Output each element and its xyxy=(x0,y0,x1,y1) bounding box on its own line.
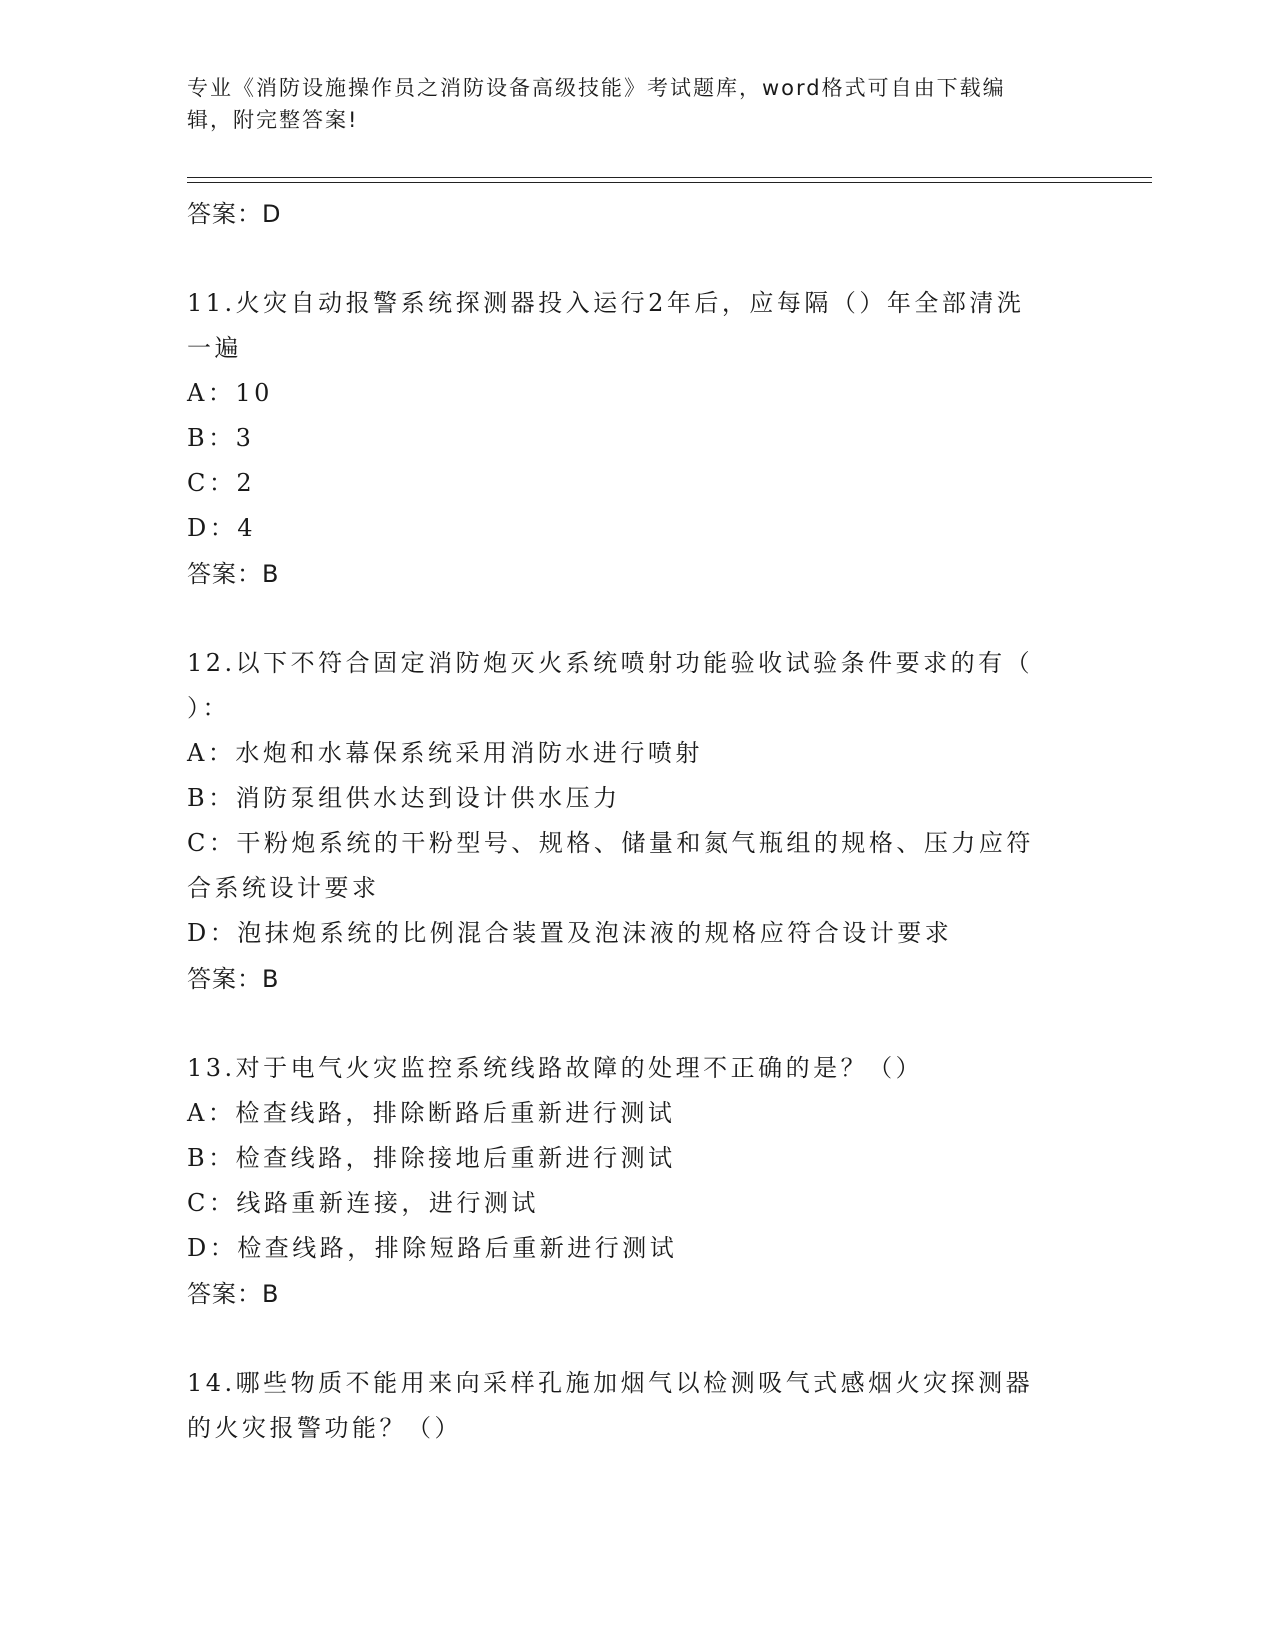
option-b: B：消防泵组供水达到设计供水压力 xyxy=(187,784,621,812)
question-stem xyxy=(187,1046,1067,1091)
question-stem-line: 12.以下不符合固定消防炮灭火系统喷射功能验收试验条件要求的有（ xyxy=(187,649,1034,677)
option-d: D：检查线路，排除短路后重新进行测试 xyxy=(187,1234,678,1262)
question-list xyxy=(187,191,1067,1451)
question-stem-line: 一遍 xyxy=(187,334,242,362)
question-14 xyxy=(187,1361,1067,1451)
option-b: B：3 xyxy=(187,424,255,452)
option-c: C：2 xyxy=(187,469,256,497)
question-stem-line: 11.火灾自动报警系统探测器投入运行2年后，应每隔（）年全部清洗 xyxy=(187,289,1025,317)
question-11 xyxy=(187,281,1067,597)
answer-line: 答案：B xyxy=(187,560,280,588)
question-stem-line: 14.哪些物质不能用来向采样孔施加烟气以检测吸气式感烟火灾探测器 xyxy=(187,1369,1034,1397)
header-divider-thin xyxy=(187,182,1152,183)
previous-answer: 答案：D xyxy=(187,200,282,228)
option-d: D：泡抹炮系统的比例混合装置及泡沫液的规格应符合设计要求 xyxy=(187,919,953,947)
question-12 xyxy=(187,641,1067,1002)
answer-line: 答案：B xyxy=(187,965,280,993)
question-stem-line: 的火灾报警功能？（） xyxy=(187,1414,462,1442)
option-b: B：检查线路，排除接地后重新进行测试 xyxy=(187,1144,676,1172)
question-13 xyxy=(187,1046,1067,1317)
header-line-2: 辑，附完整答案! xyxy=(187,108,359,132)
question-stem xyxy=(187,281,1067,371)
option-c-continued: 合系统设计要求 xyxy=(187,874,380,902)
document-header xyxy=(187,72,1067,136)
option-d: D：4 xyxy=(187,514,257,542)
header-divider-thick xyxy=(187,177,1152,178)
question-stem-line: ）： xyxy=(187,694,230,722)
question-stem-line: 13.对于电气火灾监控系统线路故障的处理不正确的是？（） xyxy=(187,1054,924,1082)
option-a: A：检查线路，排除断路后重新进行测试 xyxy=(187,1099,676,1127)
option-a: A：水炮和水幕保系统采用消防水进行喷射 xyxy=(187,739,703,767)
option-c: C：线路重新连接，进行测试 xyxy=(187,1189,539,1217)
question-stem xyxy=(187,641,1067,731)
option-c: C：干粉炮系统的干粉型号、规格、储量和氮气瓶组的规格、压力应符 xyxy=(187,829,1034,857)
question-stem xyxy=(187,1361,1067,1451)
answer-line: 答案：B xyxy=(187,1280,280,1308)
option-a: A：10 xyxy=(187,379,273,407)
header-line-1: 专业《消防设施操作员之消防设备高级技能》考试题库，word格式可自由下载编 xyxy=(187,76,1006,100)
